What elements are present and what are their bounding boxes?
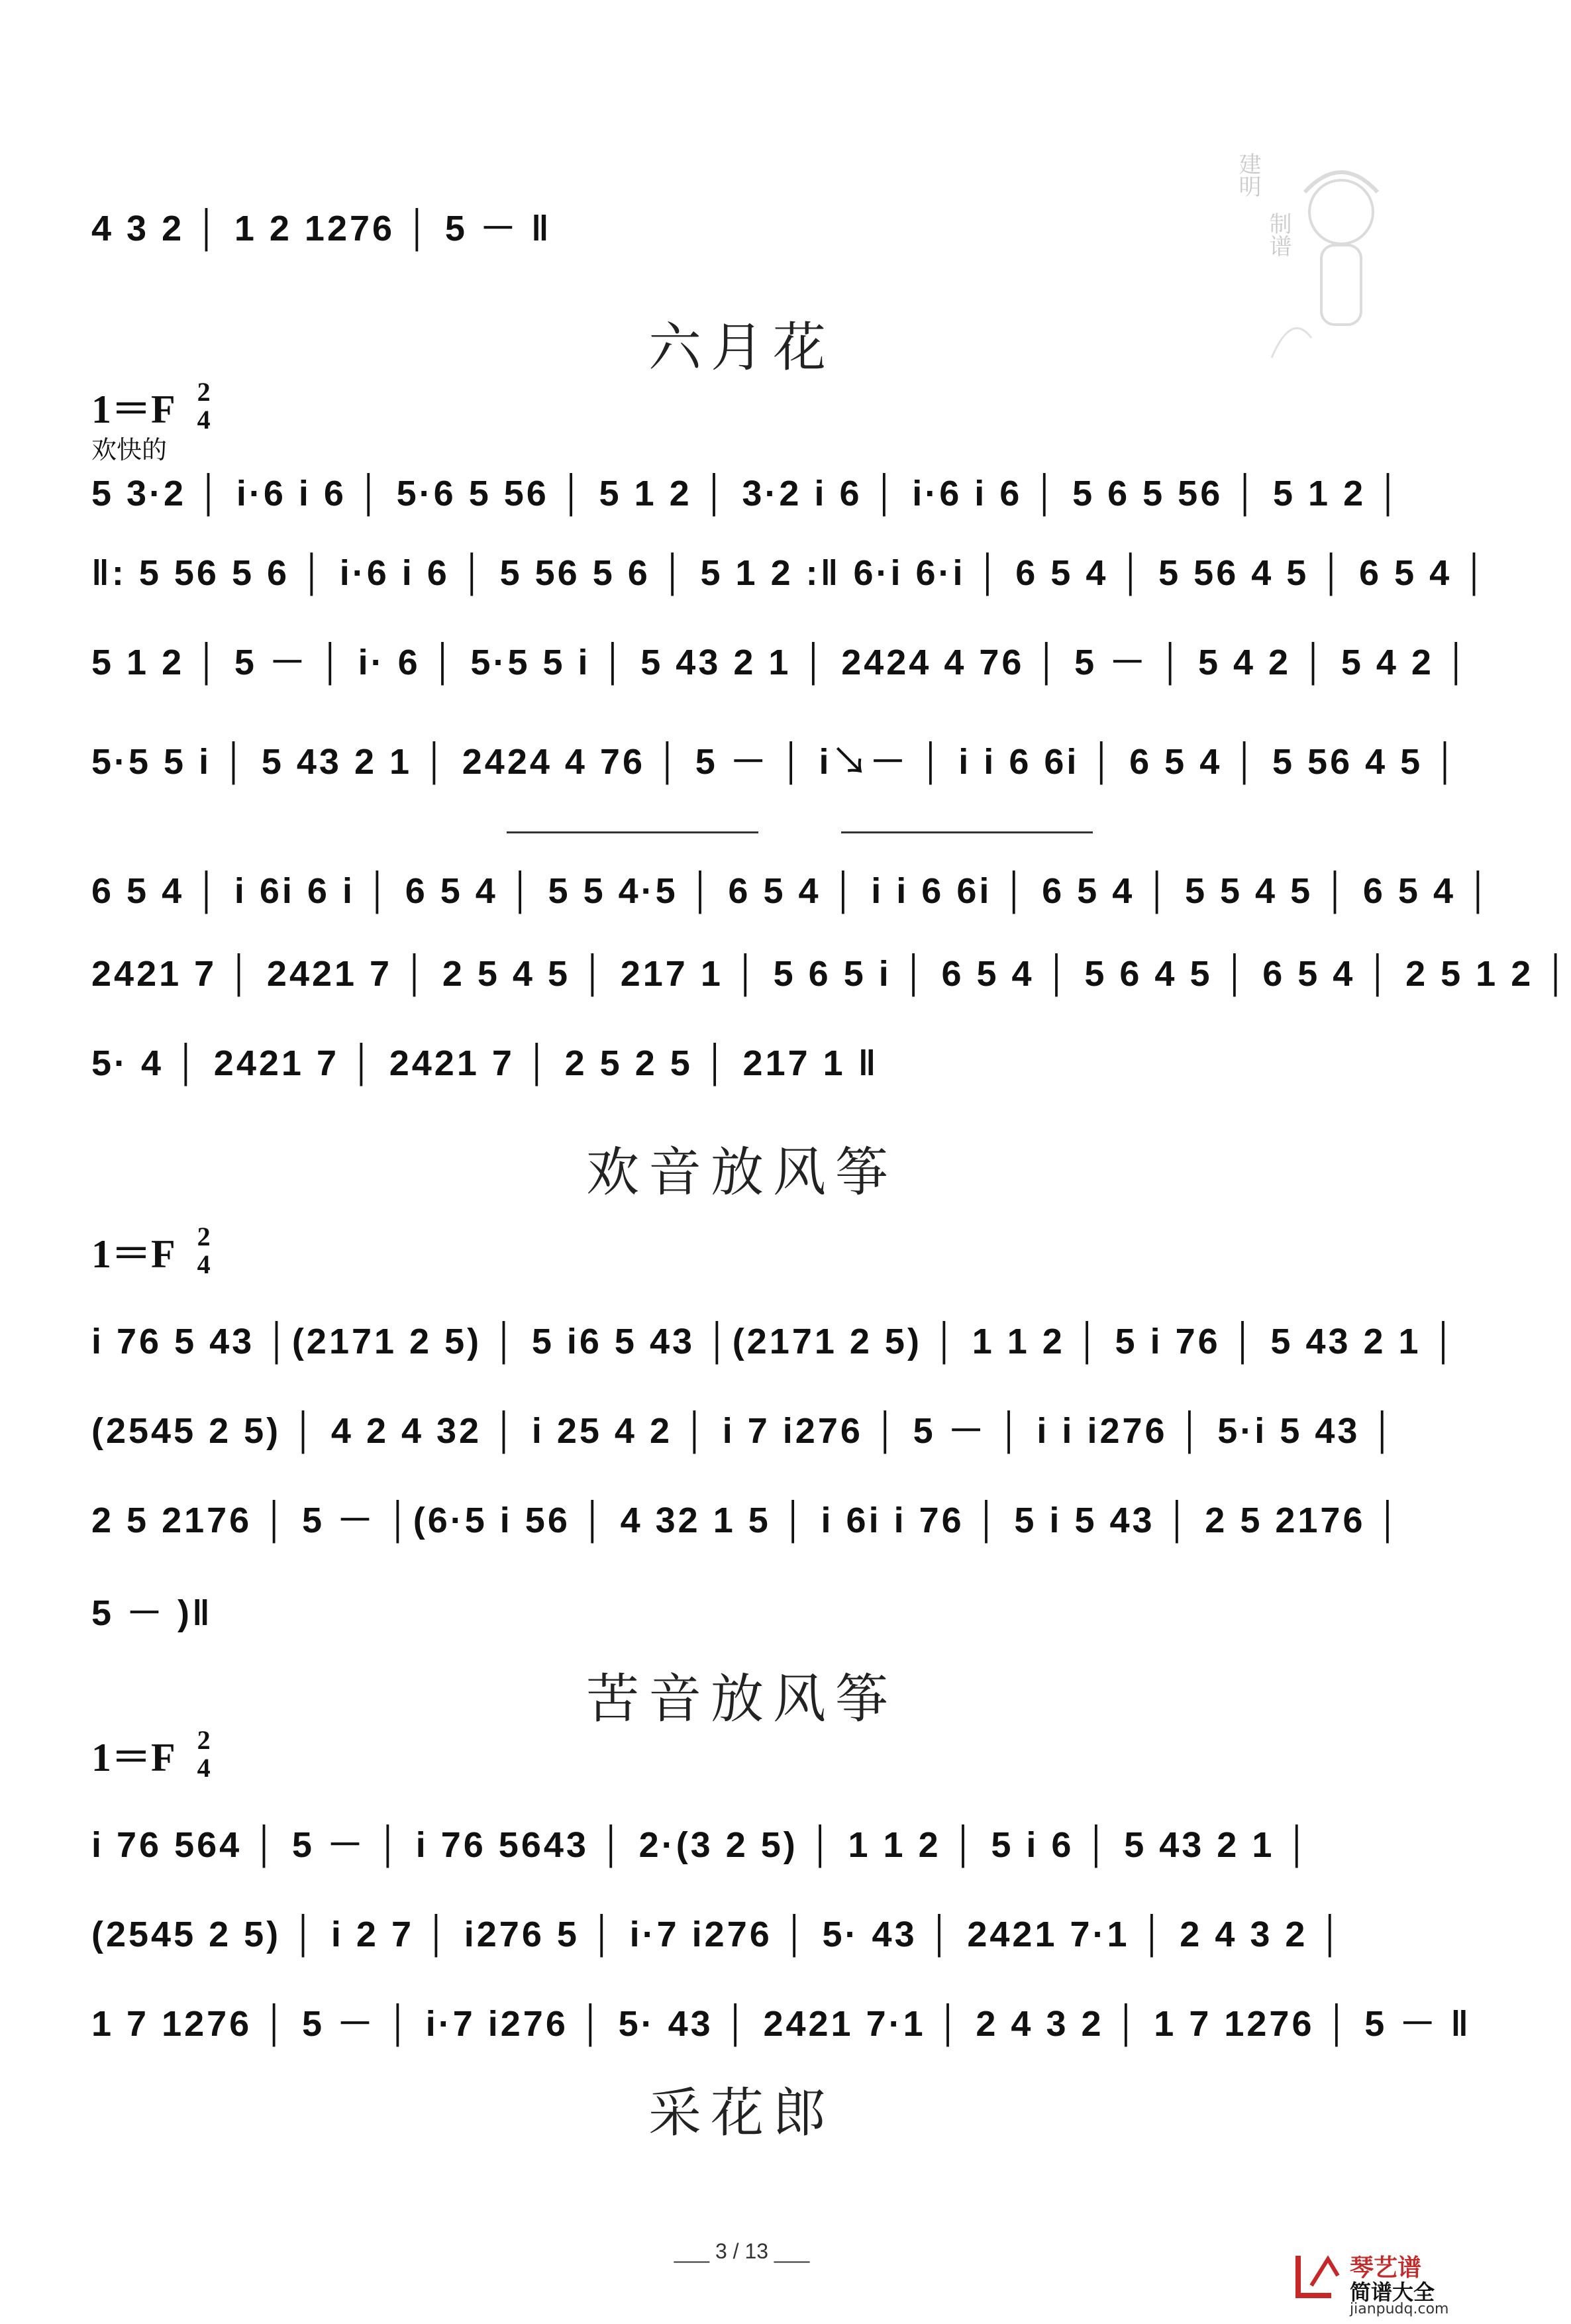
song-title-liuyuehua: 六月花 — [648, 317, 835, 378]
score-line: ‖: 5 56 5 6 │ i·6 i 6 │ 5 56 5 6 │ 5 1 2 :‖ 6·i 6·i │ 6 5 4 │ 5 56 4 5 │ 6 5 4 │ — [91, 553, 1490, 593]
stamp-text-2: 制谱 — [1265, 212, 1292, 257]
song-title-huanyin: 欢音放风筝 — [586, 1141, 897, 1203]
score-line: i 76 5 43 │(2171 2 5) │ 5 i6 5 43 │(2171 2 5) │ 1 1 2 │ 5 i 76 │ 5 43 2 1 │ — [91, 1322, 1459, 1361]
score-line: 2421 7 │ 2421 7 │ 2 5 4 5 │ 217 1 │ 5 6 5 i │ 6 5 4 │ 5 6 4 5 │ 6 5 4 │ 2 5 1 2 │ — [91, 954, 1571, 994]
score-line: 5 1 2 │ 5 － │ i· 6 │ 5·5 5 i │ 5 43 2 1 │ 2424 4 76 │ 5 － │ 5 4 2 │ 5 4 2 │ — [91, 643, 1472, 682]
page-number: ___ 3 / 13 ___ — [674, 2239, 810, 2263]
score-line: 5 － )‖ — [91, 1593, 213, 1633]
time-bottom: 4 — [197, 405, 211, 435]
score-line: (2545 2 5) │ 4 2 4 32 │ i 25 4 2 │ i 7 i276 │ 5 － │ i i i276 │ 5·i 5 43 │ — [91, 1411, 1398, 1451]
time-signature — [197, 378, 211, 434]
key-signature — [91, 1726, 211, 1805]
score-line: i 76 564 │ 5 － │ i 76 5643 │ 2·(3 2 5) │ 1 1 2 │ 5 i 6 │ 5 43 2 1 │ — [91, 1825, 1313, 1865]
time-top: 2 — [197, 1222, 211, 1251]
time-bottom: 4 — [197, 1249, 211, 1279]
score-line: 2 5 2176 │ 5 － │(6·5 i 56 │ 4 32 1 5 │ i 6i i 76 │ 5 i 5 43 │ 2 5 2176 │ — [91, 1501, 1403, 1540]
time-bottom: 4 — [197, 1753, 211, 1783]
previous-song-fragment: 4 3 2 │ 1 2 1276 │ 5 － ‖ — [91, 209, 552, 248]
volta-bracket-left — [507, 831, 758, 833]
time-top: 2 — [197, 377, 211, 407]
logo-brand: 简谱大全 — [1350, 2280, 1435, 2305]
key-label: 1＝F — [91, 1232, 176, 1276]
volta-bracket-right — [841, 831, 1093, 833]
key-label: 1＝F — [91, 388, 176, 431]
song-title-kuyin: 苦音放风筝 — [586, 1668, 897, 1730]
score-line: 1 7 1276 │ 5 － │ i·7 i276 │ 5· 43 │ 2421 7·1 │ 2 4 3 2 │ 1 7 1276 │ 5 － ‖ — [91, 2004, 1472, 2044]
score-line: 5·5 5 i │ 5 43 2 1 │ 2424 4 76 │ 5 － │ i↘－ │ i i 6 6i │ 6 5 4 │ 5 56 4 5 │ — [91, 742, 1460, 782]
tempo-marking: 欢快的 — [91, 435, 168, 464]
time-top: 2 — [197, 1725, 211, 1755]
logo-url: jianpudq.com — [1350, 2301, 1449, 2317]
score-line: 6 5 4 │ i 6i 6 i │ 6 5 4 │ 5 5 4·5 │ 6 5 4 │ i i 6 6i │ 6 5 4 │ 5 5 4 5 │ 6 5 4 │ — [91, 871, 1494, 911]
song-title-caihualang: 采花郎 — [648, 2082, 835, 2144]
score-line: 5 3·2 │ i·6 i 6 │ 5·6 5 56 │ 5 1 2 │ 3·2 i 6 │ i·6 i 6 │ 5 6 5 56 │ 5 1 2 │ — [91, 474, 1403, 513]
stamp-text-1: 建明 — [1235, 152, 1261, 197]
time-signature — [197, 1726, 211, 1782]
site-logo[interactable] — [1292, 2249, 1477, 2322]
logo-mark-icon — [1292, 2249, 1344, 2302]
time-signature — [197, 1223, 211, 1279]
score-line: 5· 4 │ 2421 7 │ 2421 7 │ 2 5 2 5 │ 217 1 ‖ — [91, 1043, 879, 1083]
score-line: (2545 2 5) │ i 2 7 │ i276 5 │ i·7 i276 │ 5· 43 │ 2421 7·1 │ 2 4 3 2 │ — [91, 1915, 1346, 1954]
key-signature — [91, 1222, 211, 1302]
key-label: 1＝F — [91, 1736, 176, 1779]
logo-name: 琴艺谱 — [1350, 2254, 1422, 2282]
